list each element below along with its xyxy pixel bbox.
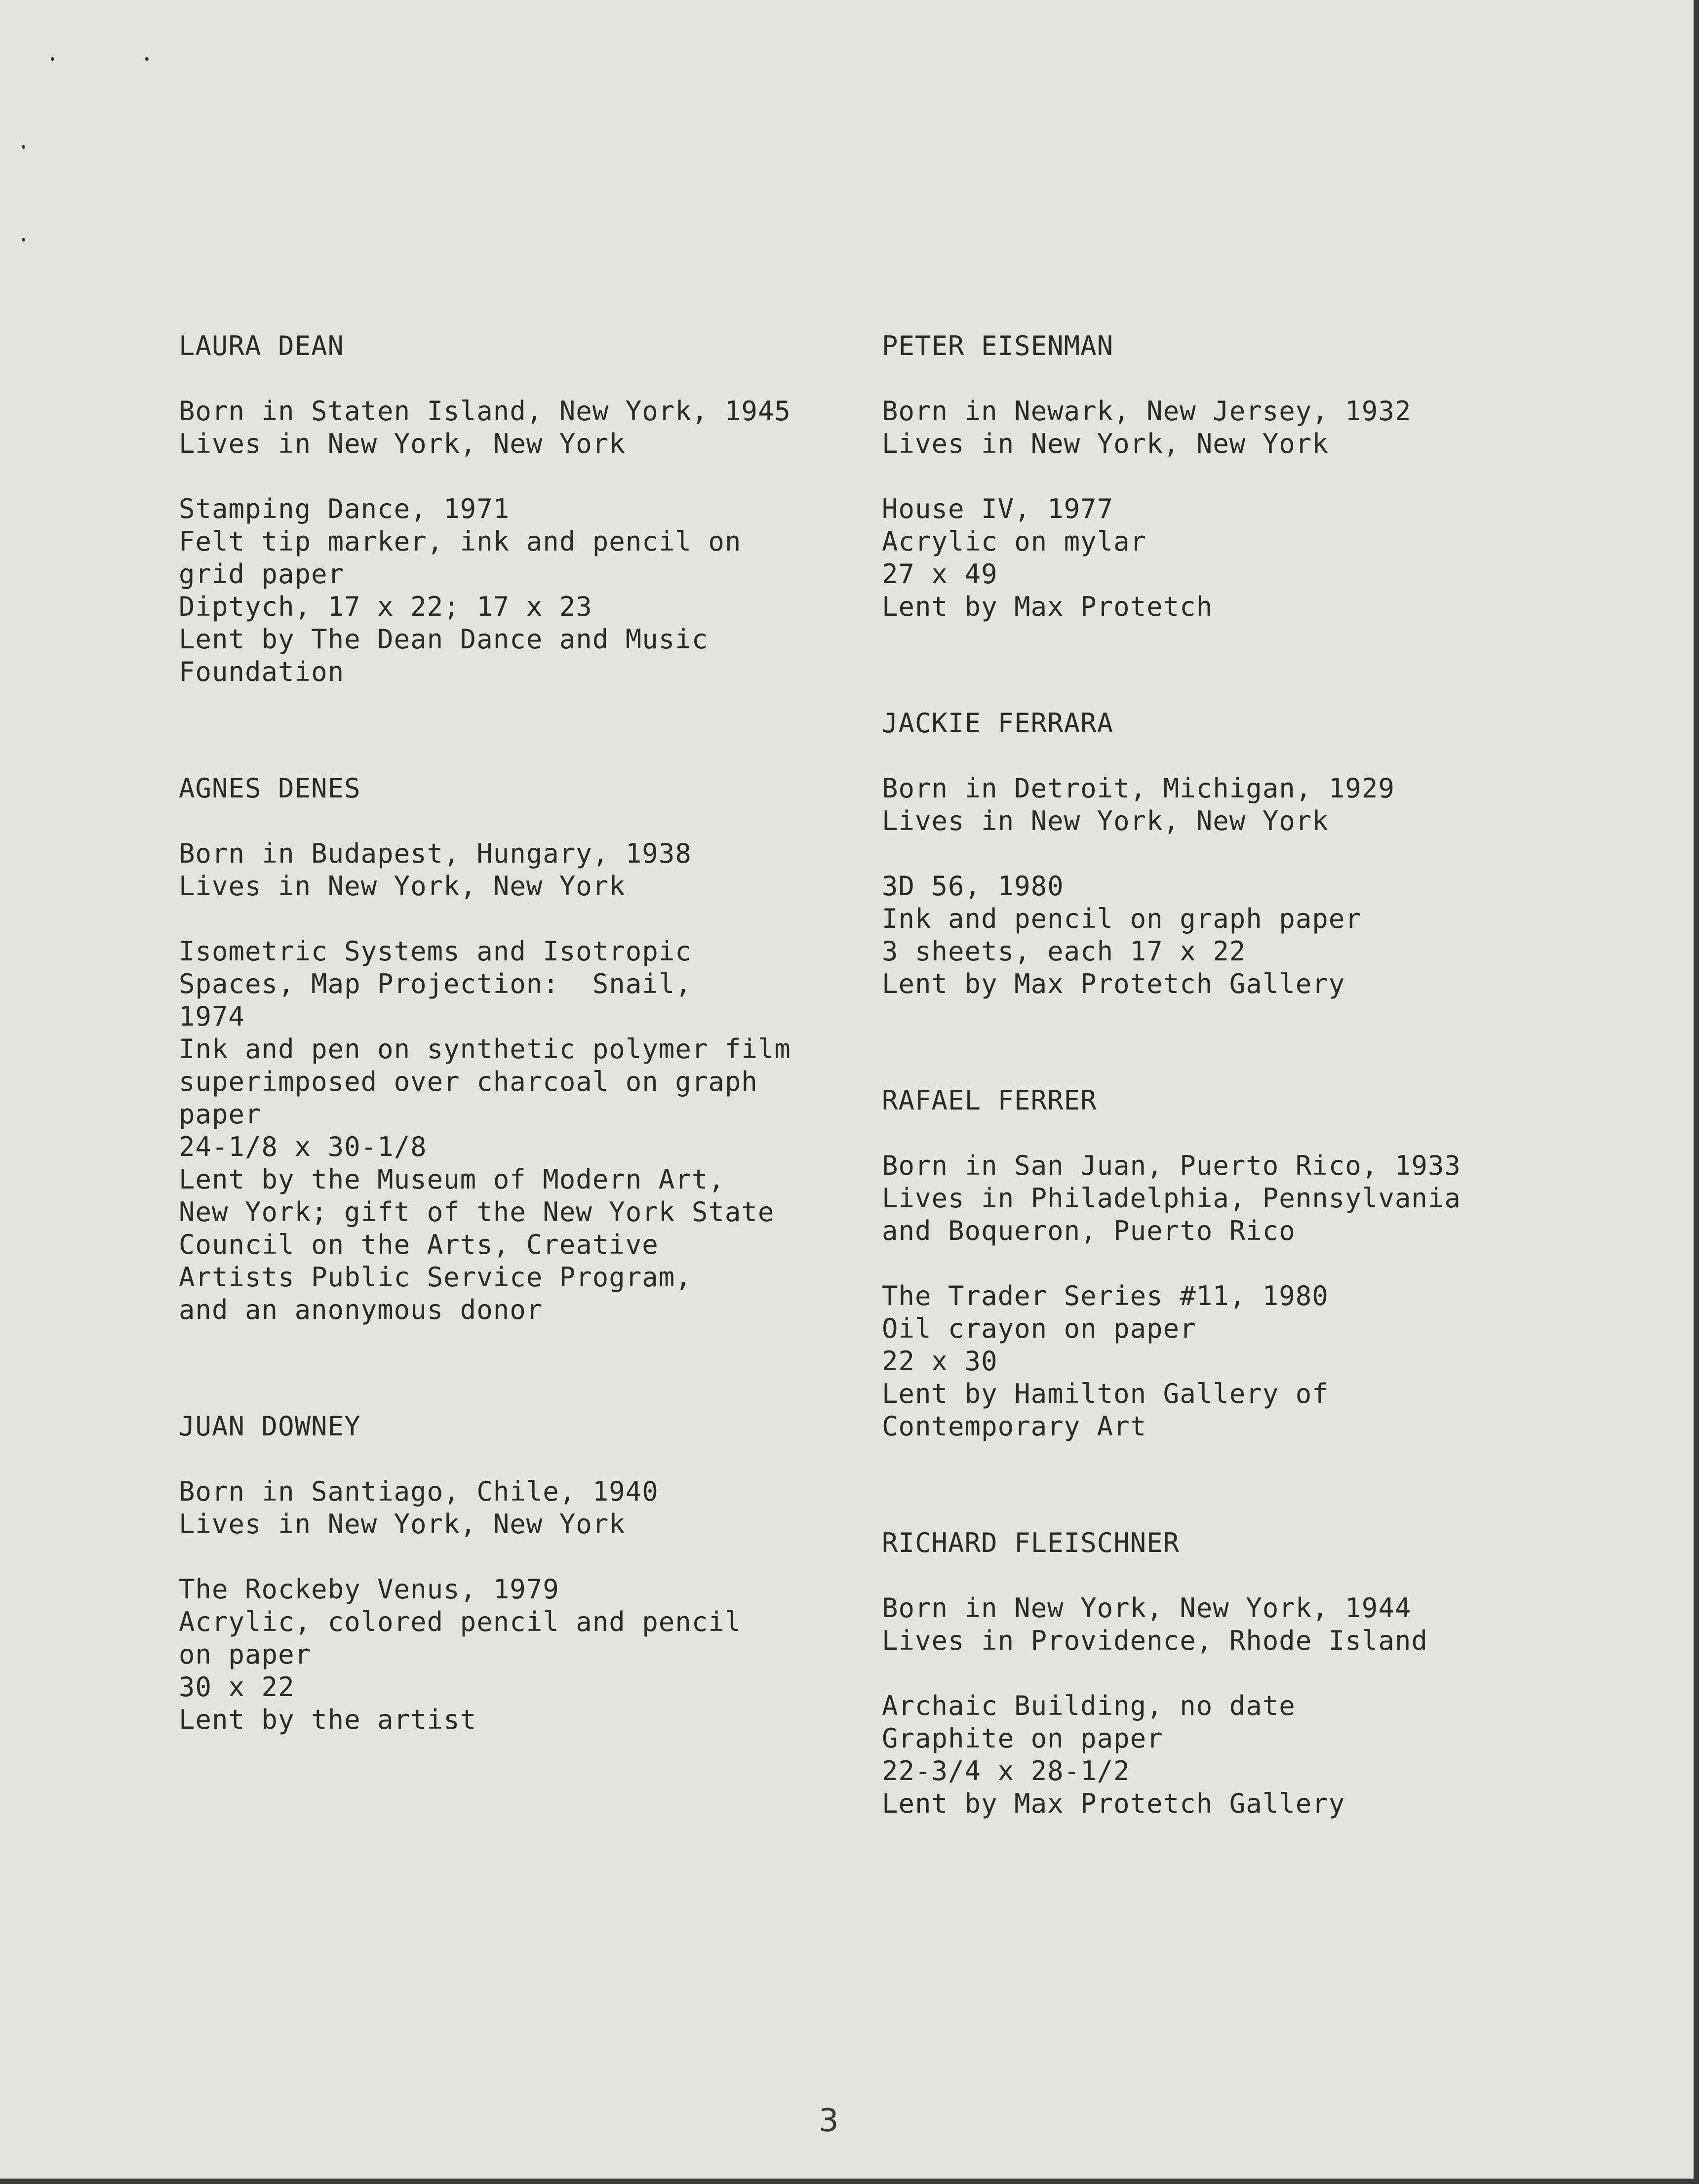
artwork-details-line: Acrylic on mylar (882, 526, 1147, 557)
artwork-details (882, 1280, 1573, 1443)
artwork-details-line: Contemporary Art (882, 1411, 1147, 1442)
artwork-details (882, 1690, 1573, 1820)
artwork-details (882, 493, 1573, 623)
paper-speck (145, 57, 149, 61)
artwork-details-line: superimposed over charcoal on graph (179, 1066, 758, 1097)
artist-bio (179, 395, 870, 460)
artwork-details-line: and an anonymous donor (179, 1294, 543, 1325)
artwork-details-line: Oil crayon on paper (882, 1313, 1196, 1344)
artwork-details-line: Artists Public Service Program, (179, 1262, 692, 1293)
artist-bio-line: Born in Detroit, Michigan, 1929 (882, 773, 1395, 804)
artist-bio-line: Born in New York, New York, 1944 (882, 1592, 1412, 1624)
artwork-details-line: Felt tip marker, ink and pencil on (179, 526, 742, 557)
artwork-details-line: Foundation (179, 656, 345, 687)
artwork-details-line: Ink and pencil on graph paper (882, 903, 1362, 934)
artwork-details-line: Lent by Max Protetch (882, 591, 1213, 622)
artist-name: PETER EISENMAN (882, 330, 1114, 361)
artwork-details-line: Lent by Hamilton Gallery of (882, 1378, 1329, 1409)
artist-bio-line: Lives in New York, New York (882, 428, 1329, 459)
artist-bio-line: and Boqueron, Puerto Rico (882, 1215, 1296, 1246)
artwork-details-line: Lent by Max Protetch Gallery (882, 1788, 1345, 1819)
artist-bio (179, 837, 870, 903)
artwork-details-line: Acrylic, colored pencil and pencil (179, 1606, 742, 1637)
artist-name: JUAN DOWNEY (179, 1411, 361, 1442)
artwork-details-line: New York; gift of the New York State (179, 1196, 775, 1228)
artist-entry (882, 1527, 1573, 1820)
artwork-details-line: paper (179, 1099, 262, 1130)
artwork-details (179, 493, 870, 688)
artwork-details-line: Council on the Arts, Creative (179, 1229, 659, 1260)
artwork-details-line: 22 x 30 (882, 1346, 998, 1377)
artist-entry (882, 1084, 1573, 1443)
page-number: 3 (819, 2103, 839, 2139)
artist-bio-line: Lives in New York, New York (179, 428, 626, 459)
paper-speck (51, 57, 54, 61)
artwork-details-line: 1974 (179, 1001, 245, 1032)
artwork-details-line: 30 x 22 (179, 1671, 295, 1703)
artist-bio-line: Born in San Juan, Puerto Rico, 1933 (882, 1150, 1461, 1181)
artist-bio-line: Lives in Providence, Rhode Island (882, 1625, 1428, 1656)
artist-bio (882, 772, 1573, 837)
artwork-details-line: Graphite on paper (882, 1723, 1163, 1754)
artist-name: JACKIE FERRARA (882, 708, 1114, 739)
paper-speck (22, 238, 25, 241)
artwork-details-line: Lent by the Museum of Modern Art, (179, 1164, 725, 1195)
artwork-details-line: Lent by Max Protetch Gallery (882, 968, 1345, 999)
artwork-details-line: Spaces, Map Projection: Snail, (179, 968, 692, 999)
artwork-details-line: grid paper (179, 558, 345, 590)
artwork-details-line: Diptych, 17 x 22; 17 x 23 (179, 591, 593, 622)
artwork-details-line: House IV, 1977 (882, 493, 1114, 524)
artist-bio-line: Born in Santiago, Chile, 1940 (179, 1476, 659, 1507)
artwork-details (179, 935, 870, 1326)
artist-name: LAURA DEAN (179, 330, 345, 361)
artist-bio-line: Born in Staten Island, New York, 1945 (179, 396, 791, 427)
artist-entry (882, 707, 1573, 1000)
artist-entry (179, 330, 870, 688)
artwork-details-line: 3D 56, 1980 (882, 871, 1064, 902)
artist-bio (882, 1592, 1573, 1657)
artist-name: RICHARD FLEISCHNER (882, 1527, 1180, 1558)
artwork-details-line: The Trader Series #11, 1980 (882, 1280, 1329, 1311)
paper-speck (22, 145, 25, 149)
artwork-details-line: Isometric Systems and Isotropic (179, 936, 692, 967)
artwork-details-line: Archaic Building, no date (882, 1690, 1296, 1721)
artwork-details-line: 27 x 49 (882, 558, 998, 590)
artist-bio-line: Lives in New York, New York (882, 805, 1329, 836)
artist-bio (882, 1150, 1573, 1247)
artwork-details-line: 22-3/4 x 28-1/2 (882, 1755, 1130, 1787)
left-column (179, 330, 870, 1736)
artwork-details-line: 3 sheets, each 17 x 22 (882, 936, 1246, 967)
artist-bio-line: Lives in New York, New York (179, 1509, 626, 1540)
artwork-details-line: Lent by the artist (179, 1704, 477, 1735)
artist-bio (882, 395, 1573, 460)
artist-entry (179, 772, 870, 1326)
artwork-details-line: Stamping Dance, 1971 (179, 493, 510, 524)
artwork-details-line: on paper (179, 1639, 312, 1670)
artwork-details-line: The Rockeby Venus, 1979 (179, 1574, 559, 1605)
artwork-details (179, 1573, 870, 1736)
artist-name: AGNES DENES (179, 773, 361, 804)
artist-bio-line: Born in Newark, New Jersey, 1932 (882, 396, 1412, 427)
artist-bio-line: Lives in Philadelphia, Pennsylvania (882, 1183, 1461, 1214)
artwork-details-line: Ink and pen on synthetic polymer film (179, 1033, 791, 1065)
artist-bio-line: Born in Budapest, Hungary, 1938 (179, 838, 692, 869)
artist-bio-line: Lives in New York, New York (179, 871, 626, 902)
artwork-details-line: 24-1/8 x 30-1/8 (179, 1131, 427, 1162)
artwork-details-line: Lent by The Dean Dance and Music (179, 624, 709, 655)
artist-entry (179, 1410, 870, 1736)
artist-entry (882, 330, 1573, 623)
artist-name: RAFAEL FERRER (882, 1085, 1097, 1116)
artist-bio (179, 1475, 870, 1541)
artwork-details (882, 870, 1573, 1000)
right-column (882, 330, 1573, 1820)
